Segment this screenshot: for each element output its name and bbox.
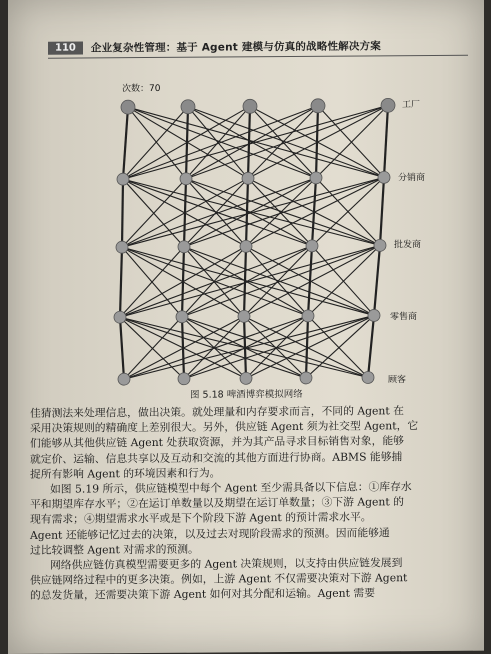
beer-game-network-figure	[8, 0, 484, 420]
network-node	[302, 310, 314, 322]
count-label: 次数：70	[122, 83, 161, 95]
text-line: 的总发货量，还需要决策下游 Agent 如何对其分配和运输。Agent 需要	[30, 586, 375, 603]
paragraph-2	[30, 479, 480, 558]
network-edge	[120, 247, 184, 317]
paragraph-3	[30, 555, 480, 604]
network-edge	[248, 178, 312, 246]
network-edge	[308, 245, 380, 316]
network-node	[240, 240, 252, 252]
network-edge	[120, 317, 124, 379]
layer-label-customer: 顾客	[388, 375, 407, 386]
network-node	[240, 372, 252, 384]
network-edge	[384, 105, 388, 177]
text-line: 采用决策规则的精确度上差别很大。另外，供应链 Agent 须为社交型 Agent，它	[30, 419, 419, 436]
network-edge	[368, 315, 374, 377]
network-node	[181, 100, 195, 114]
network-node	[178, 241, 190, 253]
network-node	[243, 99, 257, 113]
body-text	[30, 403, 480, 604]
network-edge	[246, 315, 374, 378]
network-node	[362, 371, 374, 383]
layer-label-distributor: 分销商	[398, 173, 426, 184]
text-line: 平和期望库存水平；②在运订单数量以及期望在运订单数量；③下游 Agent 的	[30, 495, 404, 512]
network-edge	[244, 246, 246, 316]
network-edge	[246, 178, 316, 246]
figure-caption: 图 5.18 啤酒博弈模拟网络	[190, 388, 303, 401]
network-edge	[246, 246, 308, 316]
text-line: 佳猜测法来处理信息，做出决策。就处理量和内存要求而言，不同的 Agent 在	[30, 404, 404, 420]
network-edge	[318, 105, 384, 177]
network-node	[374, 239, 386, 251]
text-line: 们能够从其他供应链 Agent 处获取资源，并为其产品寻求目标销售对象，能够	[30, 434, 404, 451]
layer-label-retailer: 零售商	[390, 312, 418, 323]
text-line: 现有需求；④期望需求水平或是下个阶段下游 Agent 的预计需求水平。	[30, 510, 372, 527]
text-line: 过比较调整 Agent 对需求的预测。	[30, 542, 199, 557]
network-node	[310, 172, 322, 184]
network-edge	[244, 246, 312, 316]
network-edge	[248, 106, 250, 178]
text-line: Agent 还能够记忆过去的决策，以及过去对现阶段需求的预测。因而能够通	[30, 525, 390, 542]
network-node	[378, 171, 390, 183]
book-page	[8, 0, 484, 654]
network-node	[121, 100, 135, 114]
layer-label-factory: 工厂	[402, 100, 421, 111]
network-edge	[122, 179, 123, 247]
page-number: 110	[48, 41, 83, 54]
network-edge	[182, 246, 246, 316]
network-edge	[374, 245, 380, 315]
network-diagram	[8, 0, 484, 420]
network-node	[178, 373, 190, 385]
network-edge	[306, 316, 308, 378]
network-edges	[120, 105, 388, 379]
network-node	[116, 241, 128, 253]
network-edge	[184, 316, 244, 378]
text-line: 捉所有影响 Agent 的环境因素和行为。	[30, 466, 221, 481]
network-edge	[312, 177, 384, 246]
network-node	[176, 311, 188, 323]
network-node	[180, 173, 192, 185]
network-node	[118, 373, 130, 385]
network-node	[368, 309, 380, 321]
network-node	[311, 99, 325, 113]
network-node	[381, 98, 395, 112]
text-line: 就定价、运输、信息共享以及互动和交流的其他方面进行协商。ABMS 能够捕	[30, 449, 403, 466]
text-line: 如图 5.19 所示，供应链模型中每个 Agent 至少需具备以下信息：①库存水	[50, 480, 412, 496]
network-node	[306, 240, 318, 252]
text-line: 供应链网络过程中的更多决策。例如，上游 Agent 不仅需要决策对下游 Agent	[30, 571, 408, 588]
network-edge	[380, 177, 384, 245]
layer-label-wholesaler: 批发商	[394, 240, 422, 251]
network-node	[117, 173, 129, 185]
network-edge	[248, 106, 318, 178]
network-edge	[244, 316, 306, 378]
text-line: 网络供应链仿真模型需要更多的 Agent 决策规则，以支持由供应链发展到	[50, 556, 403, 572]
running-title: 企业复杂性管理：基于 Agent 建模与仿真的战略性解决方案	[90, 39, 381, 54]
paragraph-1	[30, 403, 480, 482]
network-edge	[120, 247, 122, 317]
network-node	[300, 372, 312, 384]
network-edge	[246, 178, 248, 246]
network-node	[242, 172, 254, 184]
network-edge	[316, 105, 388, 178]
network-edge	[124, 317, 182, 379]
network-node	[238, 310, 250, 322]
network-node	[114, 311, 126, 323]
network-edge	[123, 107, 128, 179]
